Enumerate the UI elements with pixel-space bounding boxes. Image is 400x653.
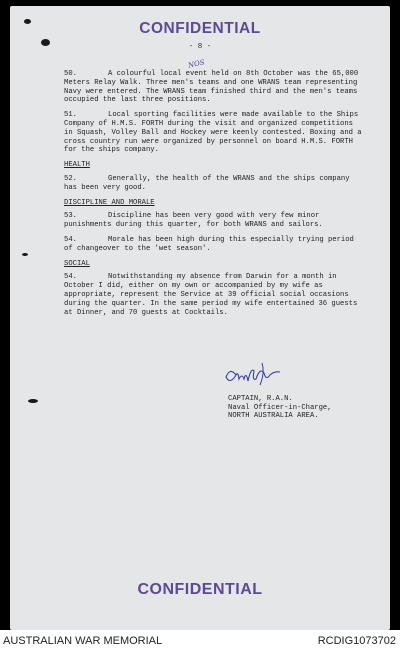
paragraph-number: 54. (64, 273, 77, 282)
punch-hole (22, 253, 28, 256)
discipline-section (64, 212, 364, 253)
heading-health: HEALTH (64, 161, 90, 170)
handwritten-note: NOS (187, 58, 206, 70)
paragraph (64, 70, 364, 105)
paragraph (64, 212, 364, 230)
paragraph-text: Generally, the health of the WRANS and the ships company has been very good. (64, 174, 350, 192)
confidential-stamp-bottom: CONFIDENTIAL (137, 581, 263, 598)
paragraph-text: Morale has been high during this especially trying period of changeover to the 'wet season'. (64, 235, 354, 253)
page-number: - 8 - (188, 43, 212, 51)
paragraph-text: A colourful local event held on 8th October was the 65,000 Meters Relay Walk. Three men's teams and one WRANS team representing Navy were entered. The WRANS team finished third and the men's teams occupied the last three positions. (64, 70, 359, 105)
health-section (64, 175, 364, 193)
signature-line: Naval Officer-in-Charge, (228, 403, 332, 412)
paragraph-text: Discipline has been very good with very few minor punishments during this quarter, for both WRANS and sailors. (64, 212, 323, 230)
document-body (64, 70, 364, 323)
paragraph-number: 50. (64, 70, 77, 78)
paragraph-number: 53. (64, 212, 77, 221)
paragraph-text: Local sporting facilities were made available to the Ships Company of H.M.S. FORTH during the visit and organized competitions in Squash, Volley Ball and Hockey were keenly contested. Boxing and a cross country run were organized by personnel on board H.M.S. FORTH for the ships company. (64, 111, 362, 155)
signature-line: NORTH AUSTRALIA AREA. (228, 412, 319, 421)
confidential-stamp-top: CONFIDENTIAL (139, 20, 261, 37)
heading-discipline: DISCIPLINE AND MORALE (64, 198, 155, 207)
paragraph (64, 273, 364, 317)
document-page (10, 6, 390, 630)
social-section (64, 273, 364, 317)
heading-social: SOCIAL (64, 259, 90, 268)
main-section (64, 70, 364, 155)
footer-bar (0, 630, 400, 653)
paragraph (64, 175, 364, 193)
signature-line: CAPTAIN, R.A.N. (228, 395, 293, 403)
paragraph-number: 54. (64, 235, 77, 244)
paragraph-number: 52. (64, 174, 77, 183)
footer-source: AUSTRALIAN WAR MEMORIAL (3, 635, 163, 647)
handwritten-signature (178, 359, 328, 389)
paragraph-number: 51. (64, 111, 77, 120)
signature-block (228, 395, 332, 421)
paragraph (64, 111, 364, 155)
footer-record-id: RCDIG1073702 (317, 635, 396, 647)
paragraph (64, 236, 364, 254)
punch-hole (28, 399, 38, 403)
paragraph-text: Notwithstanding my absence from Darwin for a month in October I did, either on my own or accompanied by my wife as appropriate, represent the Service at 39 official social occasions during the quarter. In the same period my wife entertained 36 guests at Dinner, and 70 guests at Cocktails. (64, 273, 358, 317)
